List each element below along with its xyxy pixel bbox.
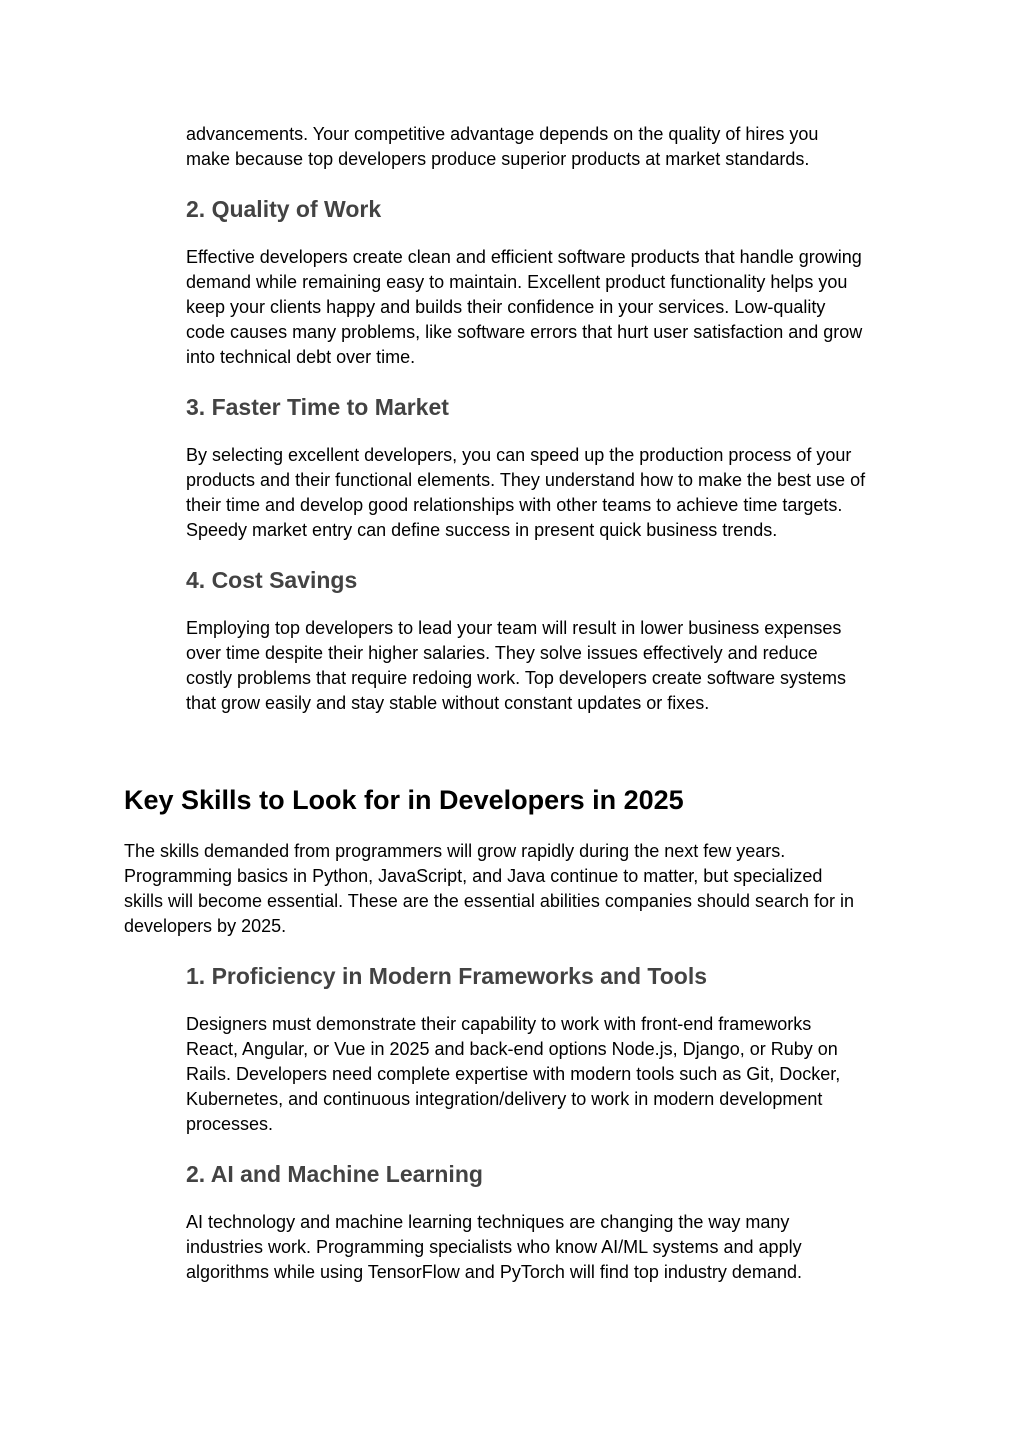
paragraph-line: By selecting excellent developers, you can speed up the production process of your [186,445,852,465]
paragraph-line: developers by 2025. [124,916,287,936]
modern-frameworks-paragraph [186,1012,840,1137]
paragraph-line: processes. [186,1114,274,1134]
paragraph-line: make because top developers produce superior products at market standards. [186,149,810,169]
paragraph-line: products and their functional elements. They understand how to make the best use of [186,470,866,490]
paragraph-line: Employing top developers to lead your team will result in lower business expenses [186,618,842,638]
paragraph-line: into technical debt over time. [186,347,416,367]
faster-time-to-market-heading: 3. Faster Time to Market [186,394,449,420]
quality-of-work-heading: 2. Quality of Work [186,196,382,222]
paragraph-line: Rails. Developers need complete expertise with modern tools such as Git, Docker, [186,1064,841,1084]
intro-continued-paragraph [186,122,818,172]
paragraph-line: industries work. Programming specialists who know AI/ML systems and apply [186,1237,802,1257]
modern-frameworks-heading: 1. Proficiency in Modern Frameworks and Tools [186,963,708,989]
paragraph-line: that grow easily and stay stable without constant updates or fixes. [186,693,710,713]
paragraph-line: AI technology and machine learning techniques are changing the way many [186,1212,790,1232]
paragraph-line: costly problems that require redoing work. Top developers create software systems [186,668,846,688]
paragraph-line: The skills demanded from programmers will grow rapidly during the next few years. [124,841,786,861]
paragraph-line: algorithms while using TensorFlow and PyTorch will find top industry demand. [186,1262,802,1282]
key-skills-heading: Key Skills to Look for in Developers in 2025 [124,785,684,815]
key-skills-paragraph [124,839,854,939]
cost-savings-paragraph [186,616,846,716]
paragraph-line: Programming basics in Python, JavaScript, and Java continue to matter, but specialized [124,866,823,886]
paragraph-line: Kubernetes, and continuous integration/delivery to work in modern development [186,1089,823,1109]
paragraph-line: advancements. Your competitive advantage depends on the quality of hires you [186,124,819,144]
paragraph-line: keep your clients happy and builds their confidence in your services. Low-quality [186,297,826,317]
paragraph-line: Speedy market entry can define success in present quick business trends. [186,520,778,540]
paragraph-line: code causes many problems, like software errors that hurt user satisfaction and grow [186,322,863,342]
faster-time-to-market-paragraph [186,443,865,543]
quality-of-work-paragraph [186,245,862,370]
paragraph-line: demand while remaining easy to maintain. Excellent product functionality helps you [186,272,848,292]
paragraph-line: their time and develop good relationships with other teams to achieve time targets. [186,495,843,515]
cost-savings-heading: 4. Cost Savings [186,567,358,593]
paragraph-line: Designers must demonstrate their capability to work with front-end frameworks [186,1014,812,1034]
paragraph-line: skills will become essential. These are the essential abilities companies should search for in [124,891,855,911]
ai-machine-learning-paragraph [186,1210,802,1285]
paragraph-line: over time despite their higher salaries. They solve issues effectively and reduce [186,643,818,663]
paragraph-line: Effective developers create clean and efficient software products that handle growing [186,247,862,267]
ai-machine-learning-heading: 2. AI and Machine Learning [186,1161,483,1187]
paragraph-line: React, Angular, or Vue in 2025 and back-end options Node.js, Django, or Ruby on [186,1039,838,1059]
